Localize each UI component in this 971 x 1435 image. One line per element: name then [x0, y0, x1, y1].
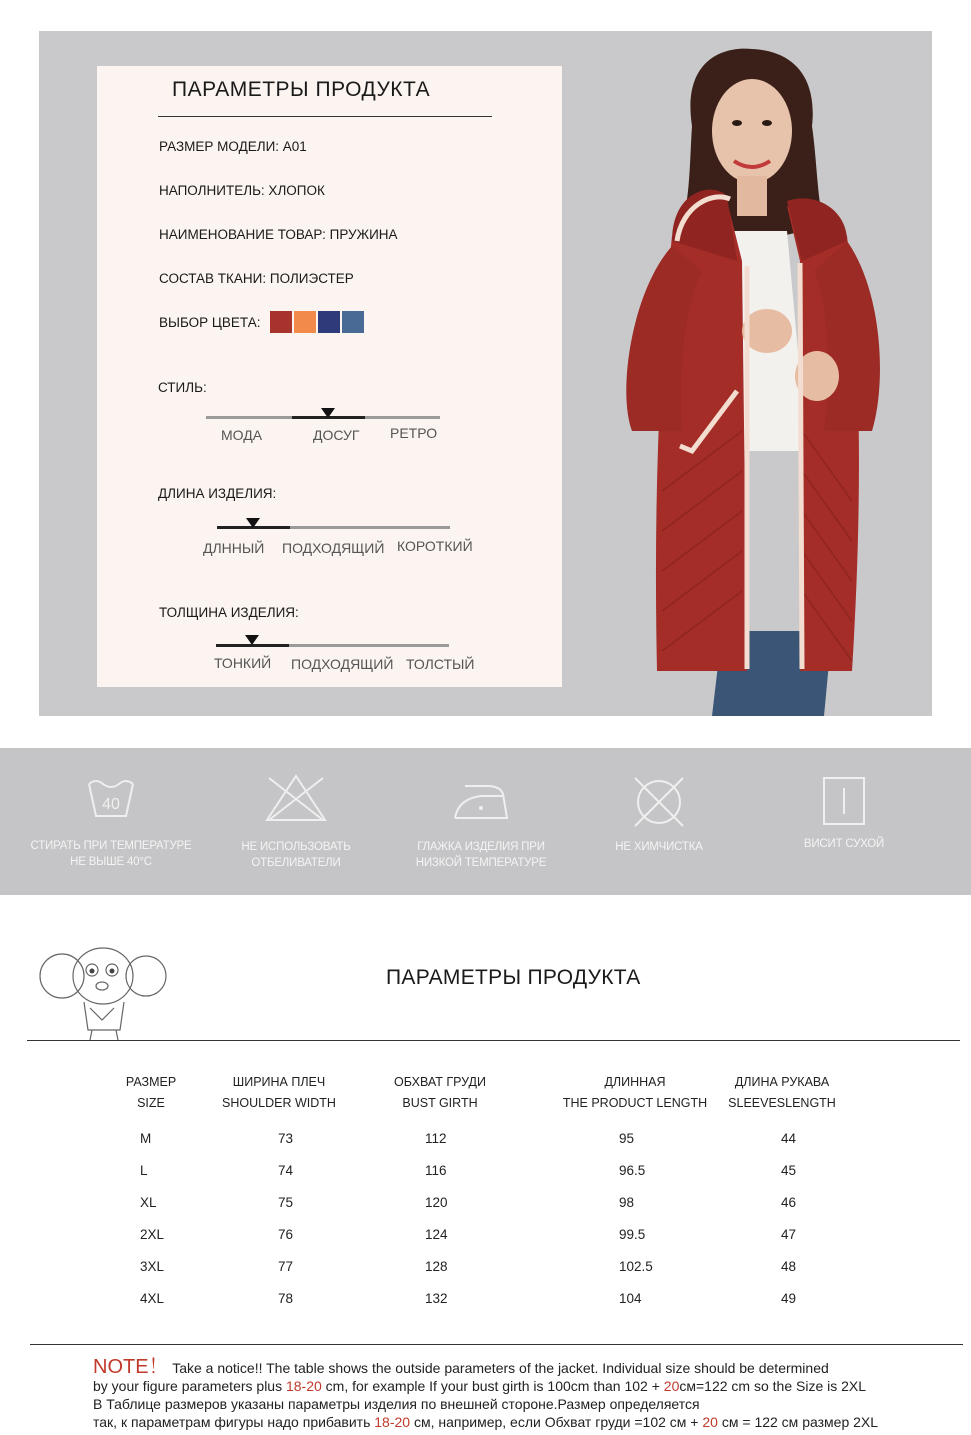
table-cell: 44 [781, 1131, 797, 1146]
header-size: РАЗМЕР SIZE [125, 1075, 177, 1110]
table-cell: 46 [781, 1195, 797, 1210]
color-choice-label: ВЫБОР ЦВЕТА: [159, 315, 261, 330]
color-swatch-red[interactable] [270, 311, 292, 333]
table-cell: 77 [278, 1259, 294, 1274]
table-cell: 76 [278, 1227, 294, 1242]
iron-low-icon [451, 780, 511, 822]
header-sleeve-length: ДЛИНА РУКАВА SLEEVESLENGTH [728, 1075, 836, 1110]
note-line2: by your figure parameters plus 18-20 cm, for example If your bust girth is 100cm than 102 + 20см=122 cm so the Size is 2XL [93, 1378, 867, 1394]
mascot-illustration [36, 940, 170, 1042]
care-item-no-bleach [206, 748, 386, 895]
hang-dry-icon [822, 776, 866, 826]
color-swatch-navy[interactable] [318, 311, 340, 333]
spec-fabric: СОСТАВ ТКАНИ: ПОЛИЭСТЕР [159, 271, 354, 286]
length-option-regular: ПОДХОДЯЩИЙ [282, 540, 385, 556]
table-cell: 104 [619, 1291, 642, 1306]
table-cell: XL [140, 1195, 157, 1210]
note-line3: В Таблице размеров указаны параметры изделия по внешней стороне.Размер определяется [93, 1396, 700, 1412]
wash-temp-label: 40 [102, 796, 120, 813]
care-item-hang-dry [754, 748, 934, 895]
table-cell: 124 [425, 1227, 448, 1242]
note-line1: Take a notice!! The table shows the outside parameters of the jacket. Individual size should be determined [172, 1360, 829, 1376]
care-no-bleach-line2: ОТБЕЛИВАТЕЛИ [251, 857, 341, 869]
thickness-option-thin: ТОНКИЙ [214, 655, 272, 671]
header-bust-girth: ОБХВАТ ГРУДИ BUST GIRTH [393, 1075, 487, 1110]
style-option-fashion: МОДА [221, 427, 263, 443]
size-table-bottom-rule [30, 1344, 963, 1345]
spec-product-name: НАИМЕНОВАНИЕ ТОВАР: ПРУЖИНА [159, 227, 398, 242]
length-option-short: КОРОТКИЙ [397, 538, 473, 554]
table-cell: 120 [425, 1195, 448, 1210]
note-heading: NOTE！ [93, 1356, 169, 1378]
care-item-iron [391, 748, 571, 895]
table-cell: 102.5 [619, 1259, 653, 1274]
table-cell: 96.5 [619, 1163, 646, 1178]
thickness-marker [245, 635, 259, 645]
no-bleach-icon [263, 772, 329, 824]
color-swatch-orange[interactable] [294, 311, 316, 333]
header-product-length: ДЛИННАЯ THE PRODUCT LENGTH [562, 1075, 708, 1110]
thickness-option-thick: ТОЛСТЫЙ [406, 656, 475, 672]
care-hang-dry-line1: ВИСИТ СУХОЙ [803, 838, 885, 850]
care-instructions-band [0, 748, 971, 895]
table-cell: 128 [425, 1259, 448, 1274]
size-table-top-rule [27, 1040, 960, 1041]
style-label: СТИЛЬ: [158, 380, 207, 395]
care-iron-line2: НИЗКОЙ ТЕМПЕРАТУРЕ [415, 857, 547, 869]
wash-40-icon [86, 776, 136, 820]
style-option-retro: РЕТРО [390, 425, 438, 441]
header-shoulder-width: ШИРИНА ПЛЕЧ SHOULDER WIDTH [222, 1075, 336, 1110]
care-iron-line1: ГЛАЖКА ИЗДЕЛИЯ ПРИ [417, 841, 545, 853]
no-dry-clean-icon [631, 776, 687, 828]
style-marker [321, 408, 335, 418]
table-cell: 47 [781, 1227, 797, 1242]
table-cell: L [140, 1163, 148, 1178]
table-cell: 95 [619, 1131, 635, 1146]
table-cell: 4XL [140, 1291, 165, 1306]
table-cell: 78 [278, 1291, 294, 1306]
title-divider [158, 116, 492, 117]
table-cell: 45 [781, 1163, 797, 1178]
table-cell: 112 [425, 1131, 447, 1146]
color-swatches [270, 311, 364, 333]
style-option-leisure: ДОСУГ [313, 427, 360, 443]
table-cell: 75 [278, 1195, 294, 1210]
length-label: ДЛИНА ИЗДЕЛИЯ: [158, 486, 277, 501]
thickness-label: ТОЛЩИНА ИЗДЕЛИЯ: [159, 605, 299, 620]
note-line4: так, к параметрам фигуры надо прибавить 18-20 см, например, если Обхват груди =102 см + 20 см = 122 см размер 2XL [93, 1414, 879, 1430]
table-cell: 48 [781, 1259, 797, 1274]
care-wash-line1: СТИРАТЬ ПРИ ТЕМПЕРАТУРЕ [30, 840, 192, 852]
color-swatch-blue[interactable] [342, 311, 364, 333]
model-in-red-coat-illustration [562, 31, 932, 716]
length-marker [246, 518, 260, 528]
spec-model-size: РАЗМЕР МОДЕЛИ: A01 [159, 139, 307, 154]
care-wash-line2: НЕ ВЫШЕ 40°С [70, 856, 152, 868]
table-cell: 99.5 [619, 1227, 646, 1242]
model-photo [562, 31, 932, 716]
size-table-title: ПАРАМЕТРЫ ПРОДУКТА [386, 966, 641, 989]
product-params-card [97, 66, 562, 687]
length-option-long: ДЛННЫЙ [203, 540, 265, 556]
table-cell: 132 [425, 1291, 448, 1306]
table-cell: 2XL [140, 1227, 165, 1242]
table-cell: 3XL [140, 1259, 165, 1274]
thickness-option-regular: ПОДХОДЯЩИЙ [291, 656, 394, 672]
care-no-dry-clean-line1: НЕ ХИМЧИСТКА [615, 841, 703, 853]
table-cell: 116 [425, 1163, 447, 1178]
care-item-no-dry-clean [569, 748, 749, 895]
table-cell: 98 [619, 1195, 635, 1210]
table-cell: 73 [278, 1131, 294, 1146]
care-item-wash [21, 748, 201, 895]
table-cell: 74 [278, 1163, 294, 1178]
table-cell: M [140, 1131, 152, 1146]
params-title: ПАРАМЕТРЫ ПРОДУКТА [172, 78, 431, 101]
table-cell: 49 [781, 1291, 797, 1306]
care-no-bleach-line1: НЕ ИСПОЛЬЗОВАТЬ [241, 841, 351, 853]
spec-filler: НАПОЛНИТЕЛЬ: ХЛОПОК [159, 183, 325, 198]
size-note [93, 1358, 963, 1431]
